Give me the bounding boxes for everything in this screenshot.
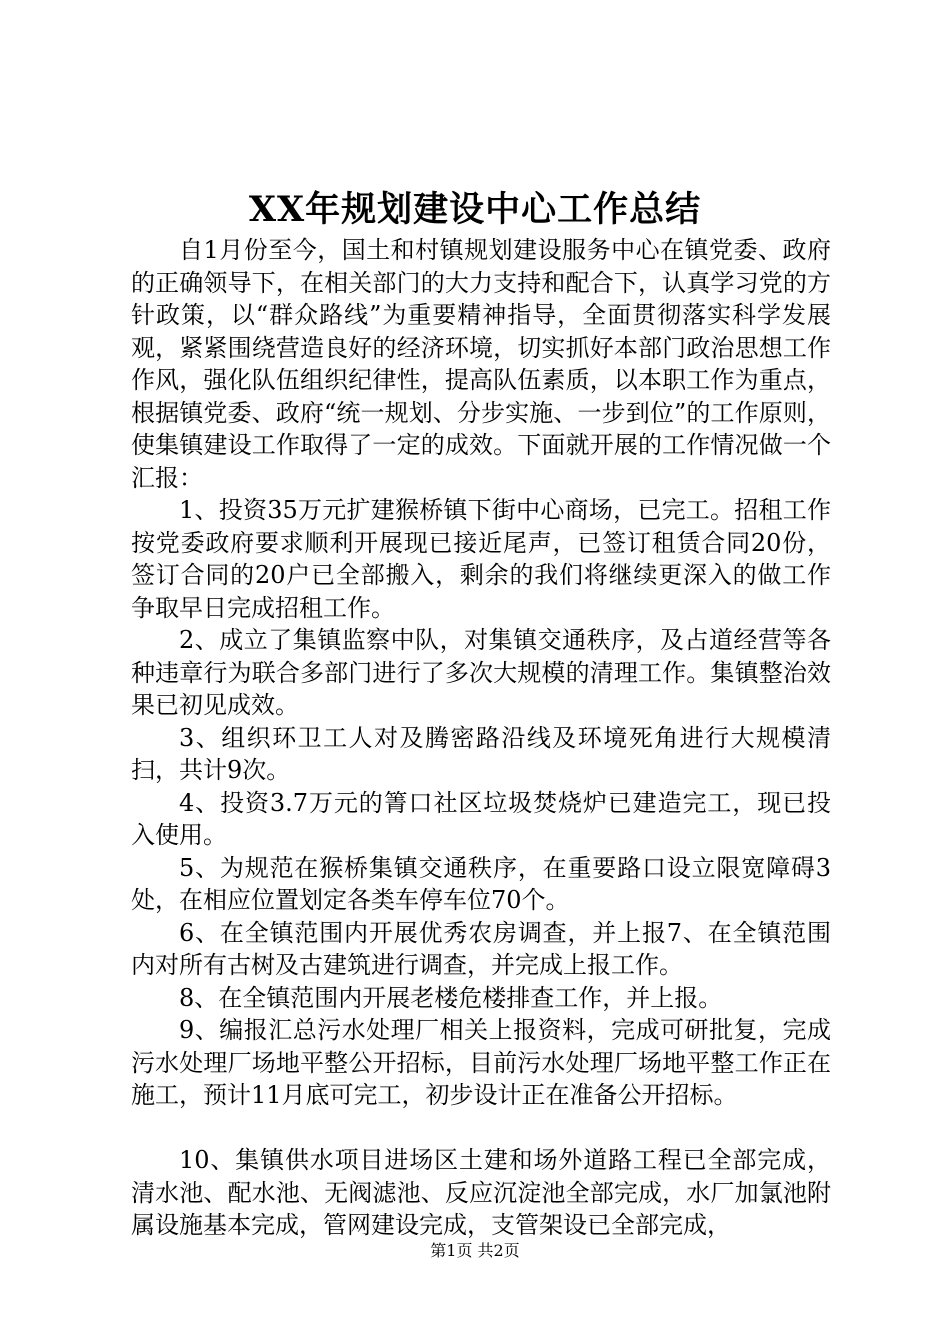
paragraph-item-8: 8、在全镇范围内开展老楼危楼排查工作，并上报。 bbox=[179, 983, 723, 1012]
paragraph-intro: 自1月份至今，国土和村镇规划建设服务中心在镇党委、政府的正确领导下，在相关部门的大力支持和配合下，认真学习党的方针政策，以“群众路线”为重要精神指导，全面贯彻落实科学发展观，紧紧围绕营造良好的经济环境，切实抓好本部门政治思想工作作风，强化队伍组织纪律性，提高队伍素质，以本职工作为重点，根据镇党委、政府“统一规划、分步实施、一步到位”的工作原则，使集镇建设工作取得了一定的成效。下面就开展的工作情况做一个汇报： bbox=[131, 236, 831, 492]
paragraph-item-2: 2、成立了集镇监察中队，对集镇交通秩序，及占道经营等各种违章行为联合多部门进行了多次大规模的清理工作。集镇整治效果已初见成效。 bbox=[131, 626, 831, 719]
document-title: XX年规划建设中心工作总结 bbox=[248, 189, 702, 230]
page-footer: 第1页 共2页 bbox=[430, 1241, 520, 1260]
paragraph-item-9: 9、编报汇总污水处理厂相关上报资料，完成可研批复，完成污水处理厂场地平整公开招标，目前污水处理厂场地平整工作正在施工，预计11月底可完工，初步设计正在准备公开招标。 bbox=[131, 1016, 831, 1109]
document-body bbox=[131, 234, 831, 1242]
paragraph-item-4: 4、投资3.7万元的箐口社区垃圾焚烧炉已建造完工，现已投入使用。 bbox=[131, 788, 831, 849]
paragraph-item-5: 5、为规范在猴桥集镇交通秩序，在重要路口设立限宽障碍3处，在相应位置划定各类车停车位70个。 bbox=[131, 853, 831, 914]
paragraph-item-10: 10、集镇供水项目进场区土建和场外道路工程已全部完成，清水池、配水池、无阀滤池、反应沉淀池全部完成，水厂加氯池附属设施基本完成，管网建设完成，支管架设已全部完成， bbox=[131, 1146, 831, 1239]
paragraph-gap bbox=[131, 1112, 831, 1145]
paragraph-item-6-7: 6、在全镇范围内开展优秀农房调查，并上报7、在全镇范围内对所有古树及古建筑进行调查，并完成上报工作。 bbox=[131, 918, 831, 979]
paragraph-item-1: 1、投资35万元扩建猴桥镇下街中心商场，已完工。招租工作按党委政府要求顺利开展现已接近尾声，已签订租赁合同20份，签订合同的20户已全部搬入，剩余的我们将继续更深入的做工作争取早日完成招租工作。 bbox=[131, 496, 831, 622]
paragraph-item-3: 3、组织环卫工人对及腾密路沿线及环境死角进行大规模清扫，共计9次。 bbox=[131, 723, 831, 784]
